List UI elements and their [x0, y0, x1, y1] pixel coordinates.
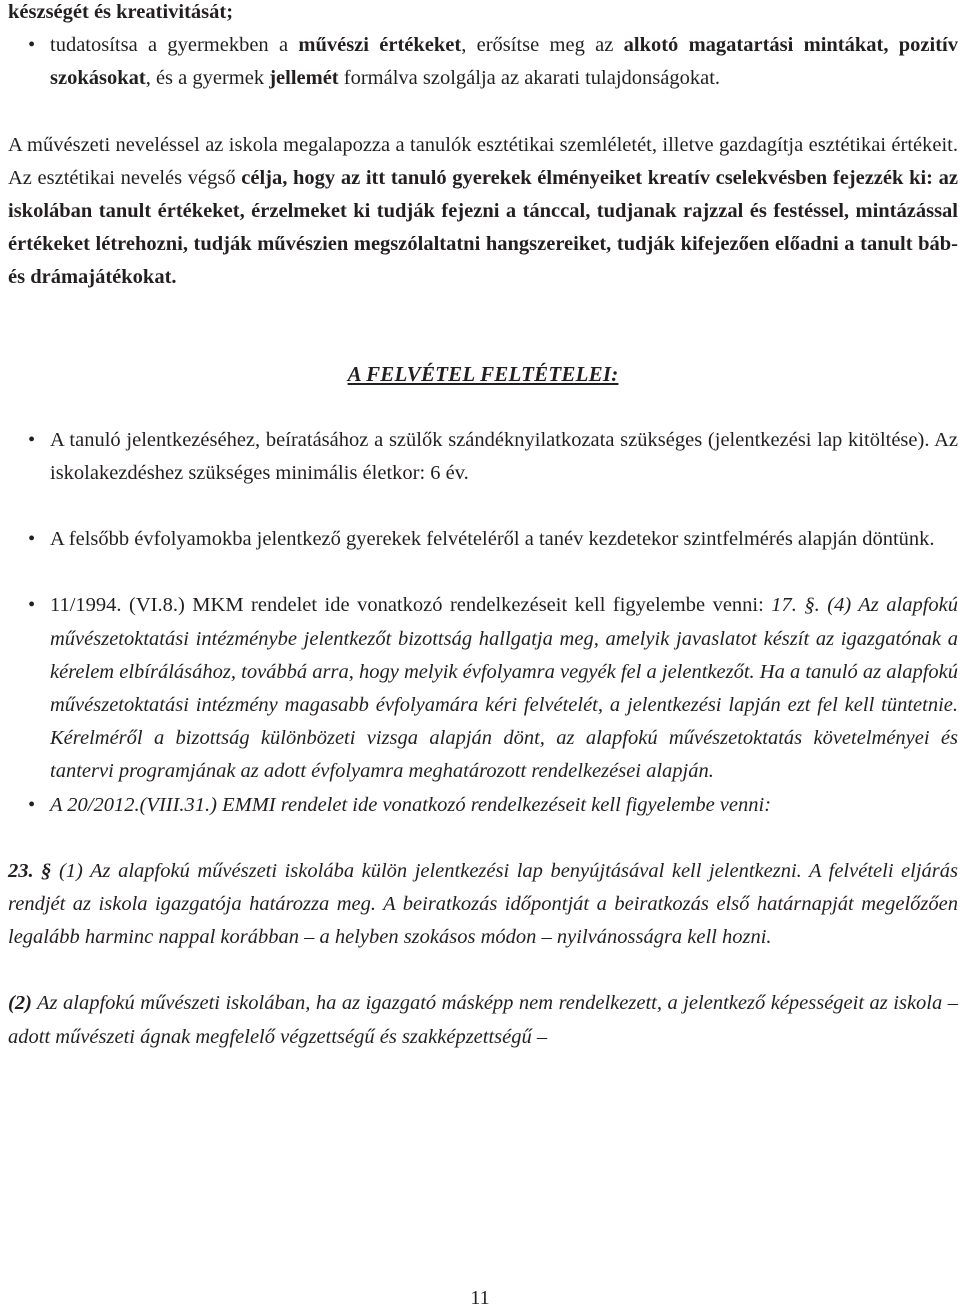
- paragraph-2: (2) Az alapfokú művészeti iskolában, ha az igazgató másképp nem rendelkezett, a jelentkező képességeit az iskola – adott művészeti ágnak megfelelő végzettségű és szakképzettségű –: [8, 992, 958, 1048]
- page-body: [8, 0, 958, 1054]
- bullet-icon: •: [28, 34, 36, 57]
- bullet-item-higher-grades: • A felsőbb évfolyamokba jelentkező gyerekek felvételéről a tanév kezdetekor szintfelmérés alapján döntünk.: [8, 523, 958, 556]
- bullet-icon: •: [28, 594, 36, 617]
- paragraph-23: 23. § (1) Az alapfokú művészeti iskolába külön jelentkezési lap benyújtásával kell jelentkezni. A felvételi eljárás rendjét az iskola igazgatója határozza meg. A beiratkozás időpontját a beiratkozás első határnapját megelőzően legalább harminc nappal korábban – a helyben szokásos módon – nyilvánosságra kell hozni.: [8, 859, 958, 949]
- bullet-item-emmi-decree: • A 20/2012.(VIII.31.) EMMI rendelet ide vonatkozó rendelkezéseit kell figyelembe venni:: [8, 789, 958, 822]
- bullet-icon: •: [28, 528, 36, 551]
- bullet-icon: •: [28, 428, 36, 451]
- bullet-icon: •: [28, 793, 36, 816]
- aesthetic-education-paragraph: A művészeti neveléssel az iskola megalapozza a tanulók esztétikai szemléletét, illetve gazdagítja esztétikai értékeit. Az esztétikai nevelés végső célja, hogy az itt tanuló gyerekek élményeiket kreatív cselekvésben fejezzék ki: az iskolában tanult értékeket, érzelmeket ki tudják fejezni a tánccal, tudjanak rajzzal és festéssel, mintázással értékeket létrehozni, tudják művészien megszólaltatni hangszereiket, tudják kifejezően előadni a tanult báb- és drámajátékokat.: [8, 133, 959, 289]
- bullet-item-application: • A tanuló jelentkezéséhez, beíratásához a szülők szándéknyilatkozata szükséges (jelentkezési lap kitöltése). Az iskolakezdéshez szükséges minimális életkor: 6 év.: [8, 424, 958, 490]
- bullet-item-art-values: • tudatosítsa a gyermekben a művészi értékeket, erősítse meg az alkotó magatartási mintákat, pozitív szokásokat, és a gyermek jellemét formálva szolgálja az akarati tulajdonságokat.: [8, 29, 958, 95]
- section-heading: A FELVÉTEL FELTÉTELEI:: [347, 361, 619, 386]
- intro-bold-line: készségét és kreativitását;: [8, 1, 234, 23]
- page-number: 11: [470, 1287, 490, 1309]
- bullet-item-mkm-decree: • 11/1994. (VI.8.) MKM rendelet ide vonatkozó rendelkezéseit kell figyelembe venni: 17. §. (4) Az alapfokú művészetoktatási intézménybe jelentkezőt bizottság hallgatja meg, amelyik javaslatot készít az igazgatónak a kérelem elbírálásához, továbbá arra, hogy melyik évfolyamra vegyék fel a jelentkezőt. Ha a tanuló az alapfokú művészetoktatási intézmény magasabb évfolyamára kéri felvételét, a jelentkezési lapján ezt fel kell tüntetnie. Kérelméről a bizottság különbözeti vizsga alapján dönt, az alapfokú művészetoktatás követelményei és tantervi programjának az adott évfolyamra meghatározott rendelkezései alapján.: [8, 589, 958, 788]
